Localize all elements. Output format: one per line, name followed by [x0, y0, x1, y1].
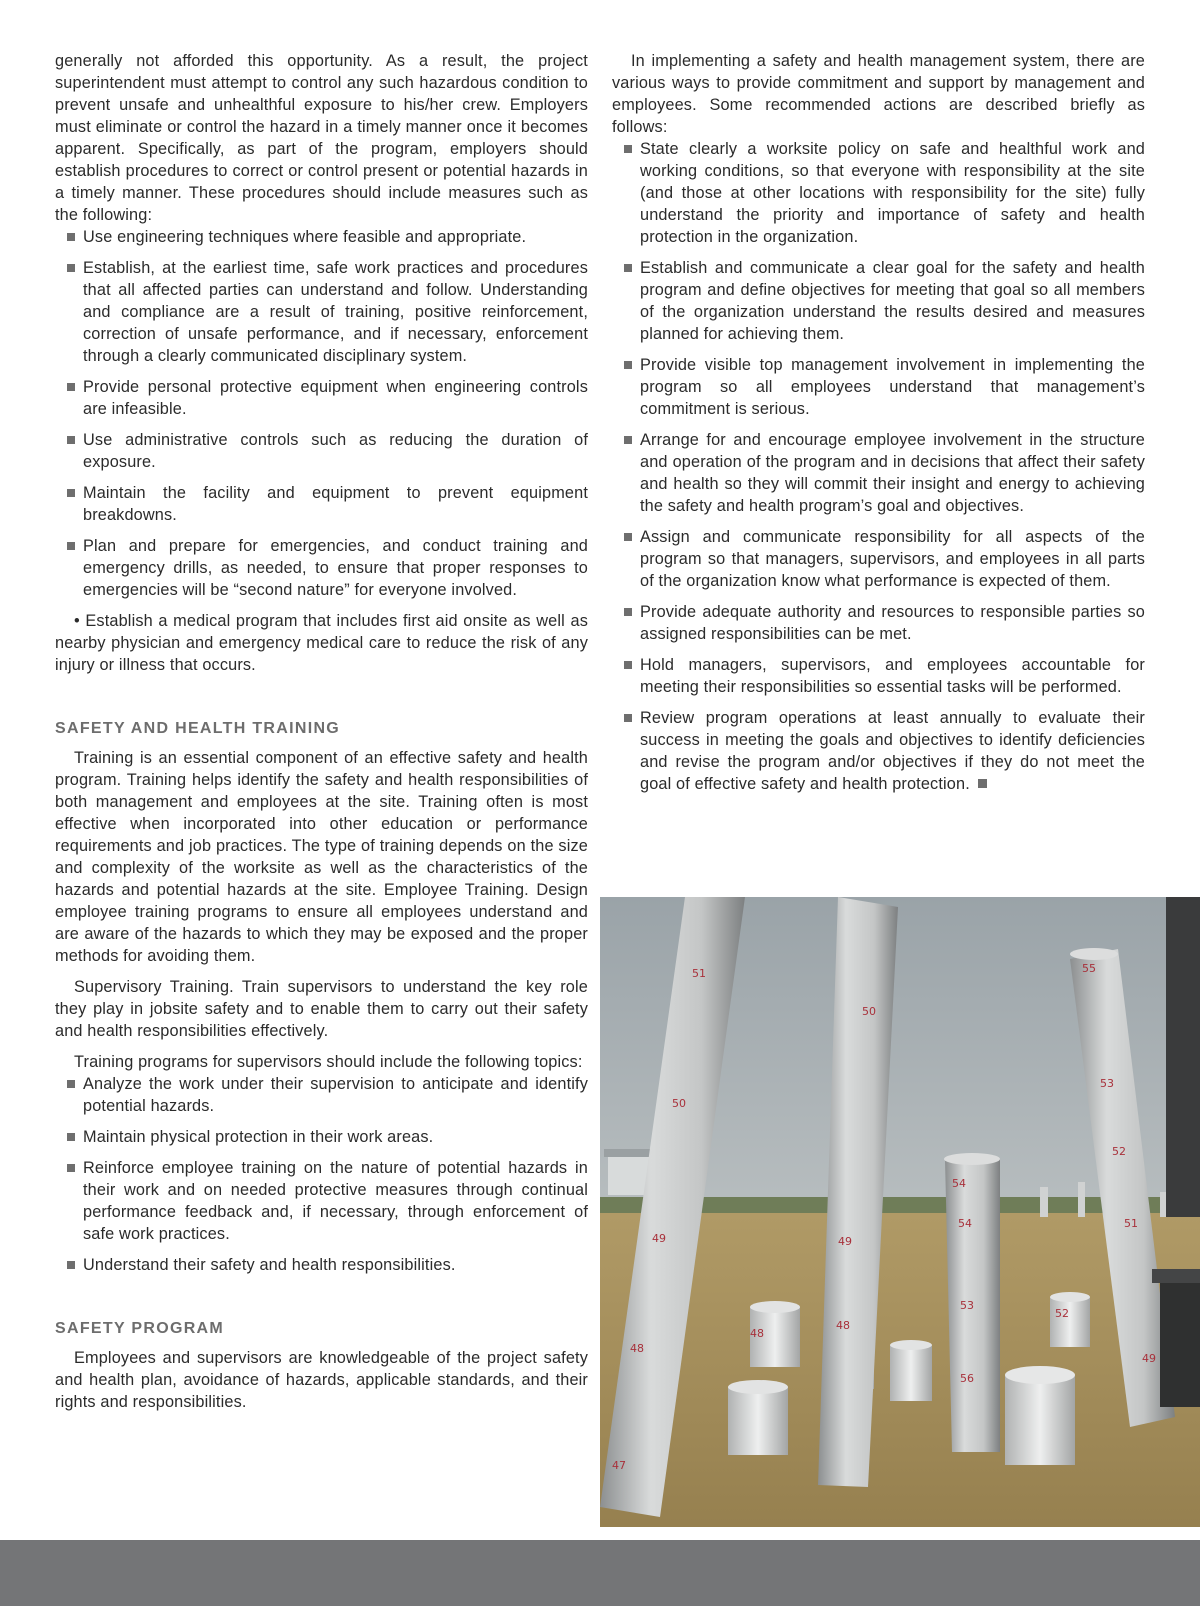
medical-program-paragraph: • Establish a medical program that includes first aid onsite as well as nearby physician and emergency medical care to reduce the risk of any injury or illness that occurs. — [55, 612, 588, 674]
footer-bar — [0, 1540, 1200, 1606]
svg-text:53: 53 — [960, 1299, 974, 1312]
safety-program-paragraph: Employees and supervisors are knowledgeable of the project safety and health plan, avoidance of hazards, applicable standards, and their rights and responsibilities. — [55, 1349, 588, 1411]
list-item: Provide visible top management involvement in implementing the program so all employees understand that management’s commitment is serious. — [612, 354, 1145, 420]
left-intro-paragraph: generally not afforded this opportunity. As a result, the project superintendent must attempt to control any such hazardous condition to prevent unsafe and unhealthful exposure to his/her crew. Employers must eliminate or control the hazard in a timely manner once it becomes apparent. Specifically, as part of the program, employers should establish procedures to correct or control present or potential hazards in a timely manner. These procedures should include measures such as the following: — [55, 52, 588, 224]
left-column — [55, 50, 588, 1413]
svg-text:49: 49 — [1142, 1352, 1156, 1365]
list-item: Understand their safety and health responsibilities. — [55, 1254, 588, 1276]
hazard-measures-list — [55, 226, 588, 601]
svg-text:56: 56 — [960, 1372, 974, 1385]
svg-text:48: 48 — [750, 1327, 764, 1340]
list-item: Establish, at the earliest time, safe work practices and procedures that all affected parties can understand and follow. Understanding and compliance are a result of training, positive reinforcement, correction of unsafe performance, and if necessary, enforcement through a clearly communicated disciplinary system. — [55, 257, 588, 367]
distant-pile — [1160, 1192, 1166, 1217]
list-item: Maintain physical protection in their work areas. — [55, 1126, 588, 1148]
list-item: Provide personal protective equipment when engineering controls are infeasible. — [55, 376, 588, 420]
svg-text:53: 53 — [1100, 1077, 1114, 1090]
svg-text:54: 54 — [958, 1217, 972, 1230]
piles-illustration — [600, 897, 1200, 1527]
svg-text:49: 49 — [652, 1232, 666, 1245]
list-item: Hold managers, supervisors, and employees accountable for meeting their responsibilities so essential tasks will be performed. — [612, 654, 1145, 698]
list-item: Maintain the facility and equipment to prevent equipment breakdowns. — [55, 482, 588, 526]
list-item: Establish and communicate a clear goal for the safety and health program and define objectives for meeting that goal so all members of the organization understand the results desired and measures planned for achieving them. — [612, 257, 1145, 345]
list-item: Plan and prepare for emergencies, and conduct training and emergency drills, as needed, to ensure that proper responses to emergencies will be “second nature” for everyone involved. — [55, 535, 588, 601]
list-item: Arrange for and encourage employee involvement in the structure and operation of the program and in decisions that affect their safety and health so they will commit their insight and energy to achieving the safety and health program’s goal and objectives. — [612, 429, 1145, 517]
svg-text:55: 55 — [1082, 962, 1096, 975]
end-of-article-icon — [978, 779, 987, 788]
list-item: Reinforce employee training on the nature of potential hazards in their work and on needed protective measures through continual performance feedback and, if necessary, through enforcement of safe work practices. — [55, 1157, 588, 1245]
safety-program-heading: SAFETY PROGRAM — [55, 1320, 225, 1337]
training-section — [55, 720, 588, 1073]
training-paragraph-2: Supervisory Training. Train supervisors to understand the key role they play in jobsite safety and to enable them to carry out their safety and health responsibilities effectively. — [55, 978, 588, 1040]
svg-text:51: 51 — [1124, 1217, 1138, 1230]
last-action-text: Review program operations at least annually to evaluate their success in meeting the goals and objectives to identify deficiencies and revise the program and/or objectives if they do not meet the goal of effective safety and health protection. — [640, 709, 1145, 793]
right-intro-paragraph: In implementing a safety and health management system, there are various ways to provide commitment and support by management and employees. Some recommended actions are described briefly as follows: — [612, 52, 1145, 136]
right-column — [612, 50, 1145, 804]
list-item: Analyze the work under their supervision to anticipate and identify potential hazards. — [55, 1073, 588, 1117]
list-item: Assign and communicate responsibility for all aspects of the program so that managers, supervisors, and employees in all parts of the organization know what performance is expected of them. — [612, 526, 1145, 592]
list-item: Use engineering techniques where feasible and appropriate. — [55, 226, 588, 248]
management-actions-list — [612, 138, 1145, 795]
list-item — [612, 707, 1145, 795]
training-paragraph-1: Training is an essential component of an effective safety and health program. Training helps identify the safety and health responsibilities of both management and employees at the site. Training often is most effective when incorporated into other education or performance requirements and job practices. The type of training depends on the size and complexity of the worksite as well as the characteristics of the hazards and potential hazards at the site. Employee Training. Design employee training programs to ensure all employees understand and are aware of the hazards to which they may be exposed and the proper methods for avoiding them. — [55, 749, 588, 965]
training-heading: SAFETY AND HEALTH TRAINING — [55, 720, 341, 737]
svg-text:50: 50 — [672, 1097, 686, 1110]
svg-text:47: 47 — [612, 1459, 626, 1472]
list-item: State clearly a worksite policy on safe and healthful work and working conditions, so that everyone with responsibility at the site (and those at other locations with responsibility for the site) fully understand the priority and importance of safety and health protection in the organization. — [612, 138, 1145, 248]
distant-structure — [608, 1155, 650, 1195]
svg-text:50: 50 — [862, 1005, 876, 1018]
list-item: Provide adequate authority and resources to responsible parties so assigned responsibilities can be met. — [612, 601, 1145, 645]
construction-piles-photo — [600, 897, 1200, 1527]
supervisor-topics-list — [55, 1073, 588, 1276]
safety-program-section — [55, 1320, 588, 1413]
svg-text:51: 51 — [692, 967, 706, 980]
svg-text:48: 48 — [836, 1319, 850, 1332]
distant-pile — [1078, 1182, 1085, 1217]
list-item: Use administrative controls such as reducing the duration of exposure. — [55, 429, 588, 473]
svg-text:48: 48 — [630, 1342, 644, 1355]
svg-text:49: 49 — [838, 1235, 852, 1248]
svg-text:54: 54 — [952, 1177, 966, 1190]
svg-text:52: 52 — [1055, 1307, 1069, 1320]
distant-pile — [1040, 1187, 1048, 1217]
svg-text:52: 52 — [1112, 1145, 1126, 1158]
training-paragraph-3: Training programs for supervisors should include the following topics: — [74, 1053, 583, 1071]
